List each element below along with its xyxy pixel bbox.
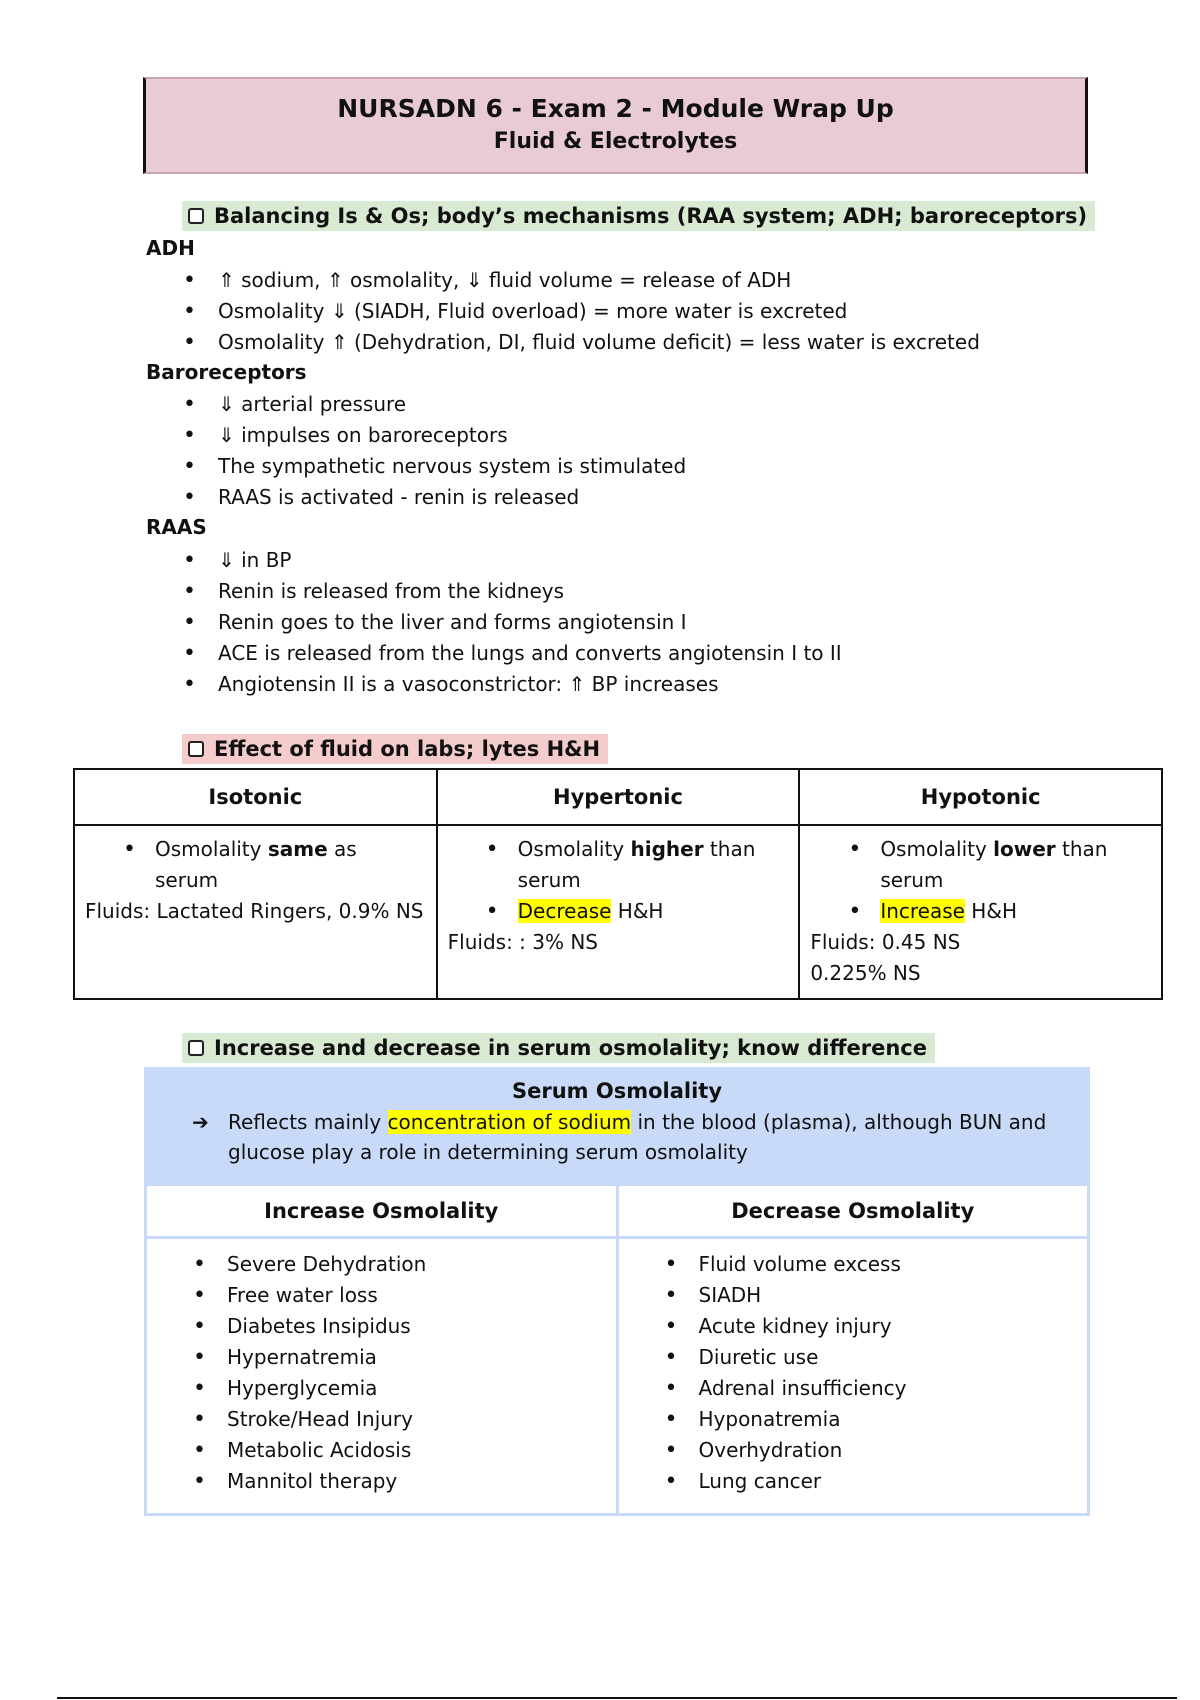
list-item: • Renin is released from the kidneys bbox=[183, 576, 842, 607]
serum-osmolality-title: Serum Osmolality bbox=[511, 1079, 723, 1103]
hypotonic-cell bbox=[799, 825, 1162, 999]
decrease-osmolality-heading: Decrease Osmolality bbox=[619, 1186, 1088, 1236]
list-item: • Diuretic use bbox=[619, 1342, 1088, 1373]
hypotonic-osmolality-bullet: • Osmolality lower than serum bbox=[810, 834, 1151, 896]
list-item: • ⇑ sodium, ⇑ osmolality, ⇓ fluid volume = release of ADH bbox=[183, 265, 980, 296]
list-item: • Osmolality ⇓ (SIADH, Fluid overload) = more water is excreted bbox=[183, 296, 980, 327]
decrease-osmolality-cell bbox=[619, 1239, 1088, 1513]
list-item: • Adrenal insufficiency bbox=[619, 1373, 1088, 1404]
increase-osmolality-list bbox=[147, 1239, 616, 1497]
list-item: • Free water loss bbox=[147, 1280, 616, 1311]
list-item: • RAAS is activated - renin is released bbox=[183, 482, 686, 513]
isotonic-cell bbox=[74, 825, 437, 999]
list-item: • Renin goes to the liver and forms angiotensin I bbox=[183, 607, 842, 638]
footer-divider bbox=[57, 1697, 1177, 1699]
increase-osmolality-cell bbox=[147, 1239, 616, 1513]
list-item: • Hypernatremia bbox=[147, 1342, 616, 1373]
baroreceptors-heading: Baroreceptors bbox=[146, 360, 307, 384]
list-item: • Severe Dehydration bbox=[147, 1249, 616, 1280]
topic-serum-osmolality-checklist-item bbox=[182, 1033, 935, 1063]
checkbox-icon[interactable] bbox=[188, 1040, 204, 1056]
raas-heading: RAAS bbox=[146, 515, 207, 539]
topic-label: Increase and decrease in serum osmolality; know difference bbox=[214, 1036, 927, 1060]
list-item: • Diabetes Insipidus bbox=[147, 1311, 616, 1342]
highlighted-text: concentration of sodium bbox=[387, 1110, 632, 1134]
hypotonic-fluids-2: 0.225% NS bbox=[810, 961, 921, 985]
topic-label: Balancing Is & Os; body’s mechanisms (RAA system; ADH; baroreceptors) bbox=[214, 204, 1088, 228]
checkbox-icon[interactable] bbox=[188, 208, 204, 224]
list-item: • Stroke/Head Injury bbox=[147, 1404, 616, 1435]
list-item: • ⇓ in BP bbox=[183, 545, 842, 576]
fluid-types-table bbox=[73, 768, 1163, 1000]
list-item: • SIADH bbox=[619, 1280, 1088, 1311]
topic-fluid-labs-checklist-item bbox=[182, 734, 608, 764]
list-item: • Lung cancer bbox=[619, 1466, 1088, 1497]
list-item: • ⇓ impulses on baroreceptors bbox=[183, 420, 686, 451]
serum-osmolality-box bbox=[144, 1067, 1090, 1516]
adh-list bbox=[183, 265, 980, 358]
hypotonic-hh-bullet: • Increase H&H bbox=[810, 896, 1151, 927]
osmolality-comparison-table bbox=[147, 1186, 1087, 1513]
increase-osmolality-heading: Increase Osmolality bbox=[147, 1186, 616, 1236]
hypertonic-fluids: Fluids: : 3% NS bbox=[447, 930, 598, 954]
hypertonic-cell bbox=[437, 825, 800, 999]
decrease-osmolality-list bbox=[619, 1239, 1088, 1497]
list-item: • Fluid volume excess bbox=[619, 1249, 1088, 1280]
serum-osmolality-description: ➔ Reflects mainly concentration of sodium in the blood (plasma), although BUN and glucose play a role in determining serum osmolality bbox=[228, 1107, 1050, 1167]
topic-label: Effect of fluid on labs; lytes H&H bbox=[214, 737, 601, 761]
list-item: • Hyponatremia bbox=[619, 1404, 1088, 1435]
checkbox-icon[interactable] bbox=[188, 741, 204, 757]
arrow-right-icon: ➔ bbox=[192, 1110, 209, 1134]
list-item: • ⇓ arterial pressure bbox=[183, 389, 686, 420]
list-item: • Osmolality ⇑ (Dehydration, DI, fluid volume deficit) = less water is excreted bbox=[183, 327, 980, 358]
column-header-hypertonic: Hypertonic bbox=[437, 769, 800, 825]
topic-balancing-checklist-item bbox=[182, 201, 1095, 231]
column-header-isotonic: Isotonic bbox=[74, 769, 437, 825]
hypertonic-hh-bullet: • Decrease H&H bbox=[448, 896, 789, 927]
isotonic-osmolality-bullet: • Osmolality same as serum bbox=[85, 834, 426, 896]
list-item: • Hyperglycemia bbox=[147, 1373, 616, 1404]
hypotonic-fluids: Fluids: 0.45 NS bbox=[810, 930, 961, 954]
baroreceptors-list bbox=[183, 389, 686, 513]
list-item: • Mannitol therapy bbox=[147, 1466, 616, 1497]
column-header-hypotonic: Hypotonic bbox=[799, 769, 1162, 825]
list-item: • The sympathetic nervous system is stimulated bbox=[183, 451, 686, 482]
title-banner bbox=[143, 77, 1088, 174]
isotonic-fluids: Fluids: Lactated Ringers, 0.9% NS bbox=[85, 899, 424, 923]
adh-heading: ADH bbox=[146, 236, 195, 260]
raas-list bbox=[183, 545, 842, 700]
document-title: NURSADN 6 - Exam 2 - Module Wrap Up bbox=[337, 94, 894, 123]
list-item: • Acute kidney injury bbox=[619, 1311, 1088, 1342]
list-item: • Overhydration bbox=[619, 1435, 1088, 1466]
hypertonic-osmolality-bullet: • Osmolality higher than serum bbox=[448, 834, 789, 896]
list-item: • Metabolic Acidosis bbox=[147, 1435, 616, 1466]
list-item: • Angiotensin II is a vasoconstrictor: ⇑ BP increases bbox=[183, 669, 842, 700]
document-subtitle: Fluid & Electrolytes bbox=[493, 129, 738, 154]
list-item: • ACE is released from the lungs and converts angiotensin I to II bbox=[183, 638, 842, 669]
